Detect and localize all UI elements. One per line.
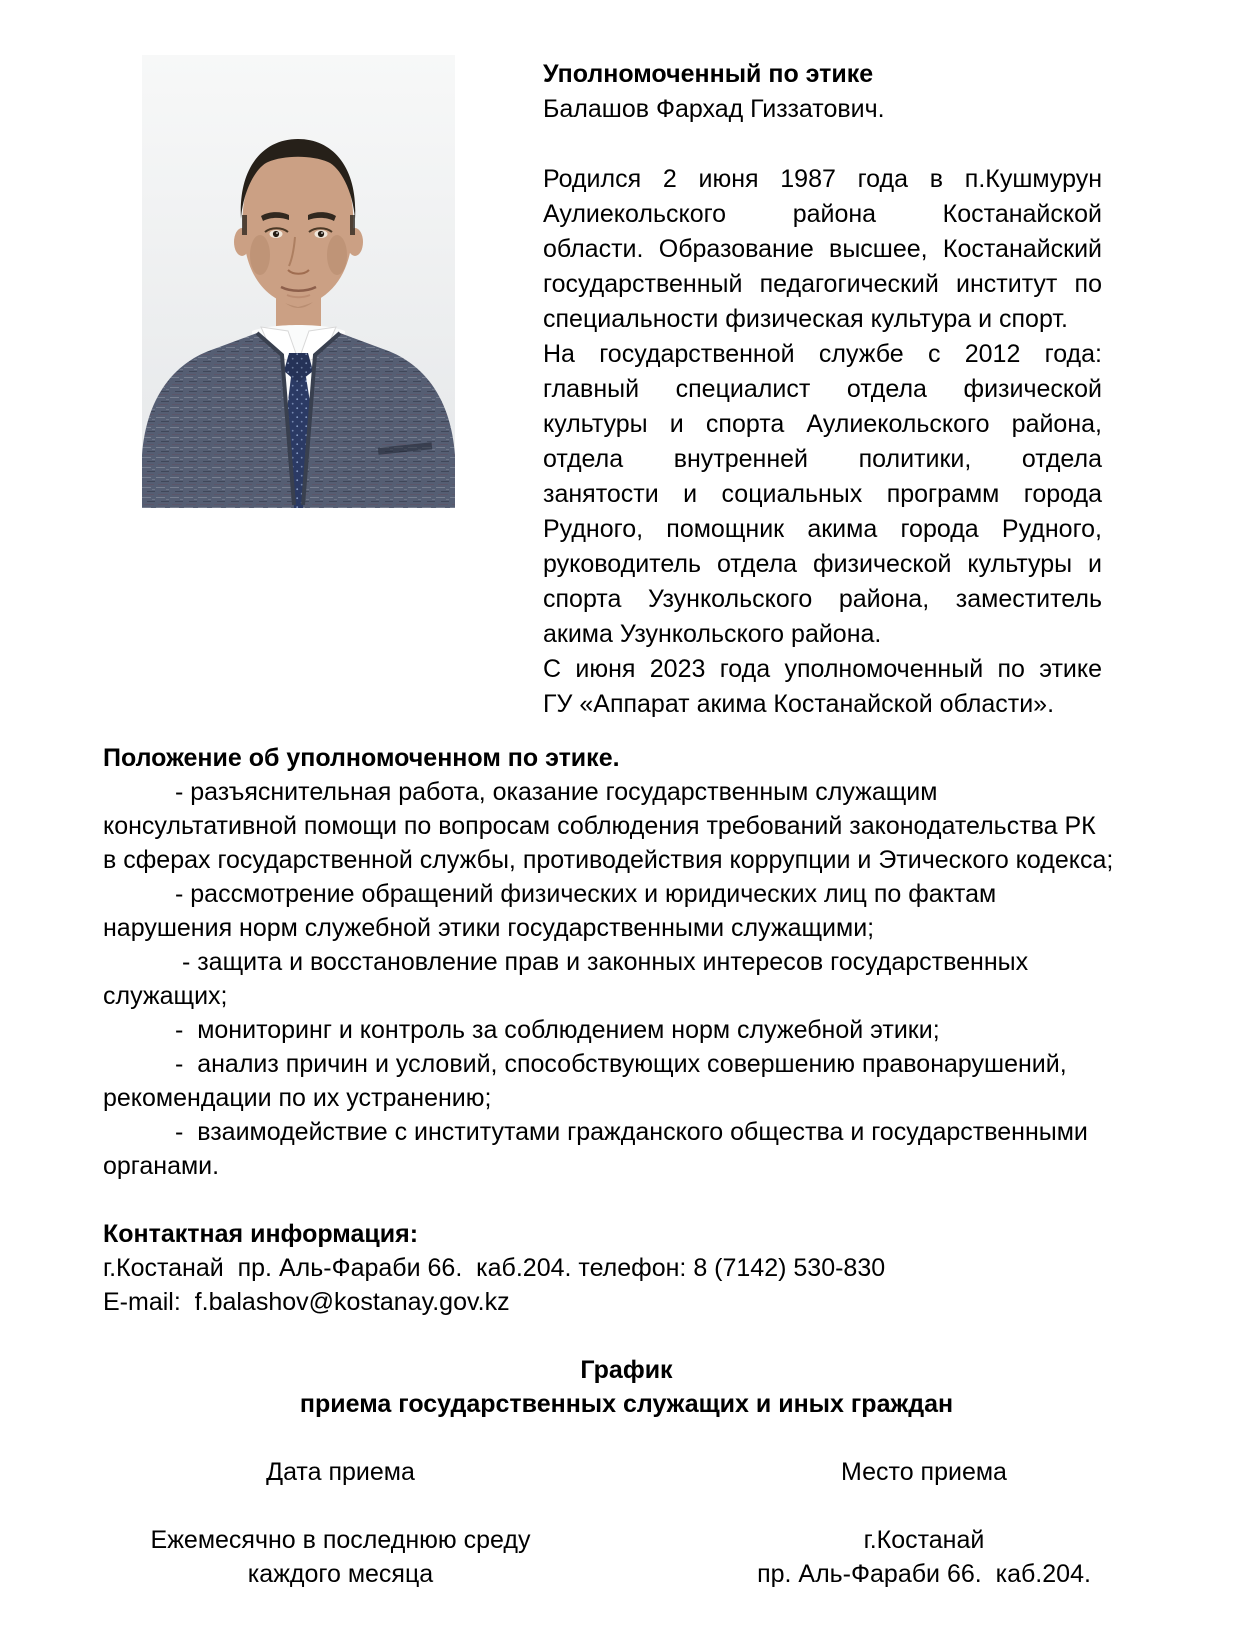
text-line: Аулиекольского района Костанайской	[543, 200, 1102, 228]
schedule-section	[103, 1353, 1150, 1591]
profile-title: Уполномоченный по этике	[543, 60, 874, 88]
profile-name: Балашов Фархад Гиззатович.	[543, 95, 885, 123]
contact-line: E-mail: f.balashov@kostanay.gov.kz	[103, 1288, 510, 1316]
portrait-photo	[142, 55, 455, 508]
schedule-subtitle: приема государственных служащих и иных граждан	[299, 1390, 954, 1418]
schedule-table	[103, 1455, 1150, 1591]
blank-line	[103, 1421, 1150, 1455]
text-line: - анализ причин и условий, способствующих совершению правонарушений,	[175, 1050, 1067, 1078]
text-line: - защита и восстановление прав и законных интересов государственных	[175, 948, 1029, 976]
text-line: акима Узункольского района.	[543, 620, 882, 648]
schedule-place-header: Место приема	[841, 1458, 1007, 1486]
schedule-place-values	[698, 1523, 1150, 1591]
blank-line	[698, 1489, 1150, 1523]
text-line: руководитель отдела физической культуры и	[543, 550, 1102, 578]
regulation-heading: Положение об уполномоченном по этике.	[103, 744, 620, 772]
contact-lines	[103, 1251, 1150, 1319]
text-line: занятости и социальных программ города	[543, 480, 1102, 508]
text-line: области. Образование высшее, Костанайский	[543, 235, 1102, 263]
text-line: органами.	[103, 1152, 220, 1180]
text-line: культуры и спорта Аулиекольского района,	[543, 410, 1102, 438]
text-line: ГУ «Аппарат акима Костанайской области».	[543, 690, 1055, 718]
schedule-column-place	[698, 1455, 1150, 1591]
contacts-section	[103, 1217, 1150, 1319]
text-line: На государственной службе с 2012 года:	[543, 340, 1102, 368]
text-line: - мониторинг и контроль за соблюдением норм служебной этики;	[175, 1016, 940, 1044]
text-line: - разъяснительная работа, оказание государственным служащим	[175, 778, 938, 806]
text-line: спорта Узункольского района, заместитель	[543, 585, 1102, 613]
schedule-title: График	[580, 1356, 673, 1384]
contacts-heading: Контактная информация:	[103, 1220, 419, 1248]
text-line: Родился 2 июня 1987 года в п.Кушмурун	[543, 165, 1102, 193]
portrait-photo-image	[142, 55, 455, 508]
text-line: - рассмотрение обращений физических и юридических лиц по фактам	[175, 880, 997, 908]
regulation-items	[103, 775, 1150, 1183]
text-line: отдела внутренней политики, отдела	[543, 445, 1102, 473]
text-line: консультативной помощи по вопросам соблюдения требований законодательства РК	[103, 812, 1096, 840]
schedule-date-values	[103, 1523, 578, 1591]
text-line: Рудного, помощник акима города Рудного,	[543, 515, 1102, 543]
schedule-place-line: г.Костанай	[863, 1526, 985, 1554]
schedule-date-header: Дата приема	[266, 1458, 415, 1486]
text-line: государственный педагогический институт по	[543, 270, 1102, 298]
schedule-date-line: Ежемесячно в последнюю среду	[150, 1526, 531, 1554]
blank-line	[103, 1183, 1150, 1217]
text-line: С июня 2023 года уполномоченный по этике	[543, 655, 1102, 683]
blank-line	[543, 127, 1102, 162]
bio-paragraphs	[543, 162, 1102, 722]
text-line: в сферах государственной службы, противодействия коррупции и Этического кодекса;	[103, 846, 1114, 874]
text-line: служащих;	[103, 982, 228, 1010]
schedule-date-line: каждого месяца	[247, 1560, 434, 1588]
schedule-place-line: пр. Аль-Фараби 66. каб.204.	[757, 1560, 1091, 1588]
blank-line	[103, 1319, 1150, 1353]
text-line: рекомендации по их устранению;	[103, 1084, 492, 1112]
contact-line: г.Костанай пр. Аль-Фараби 66. каб.204. телефон: 8 (7142) 530-830	[103, 1254, 886, 1282]
text-line: специальности физическая культура и спорт.	[543, 305, 1068, 333]
schedule-column-date	[103, 1455, 578, 1591]
bio-column	[543, 57, 1102, 722]
text-line: - взаимодействие с институтами гражданского общества и государственными	[175, 1118, 1088, 1146]
text-line: главный специалист отдела физической	[543, 375, 1102, 403]
blank-line	[103, 1489, 578, 1523]
text-line: нарушения норм служебной этики государственными служащими;	[103, 914, 875, 942]
profile-section	[103, 0, 1150, 741]
regulation-section	[103, 741, 1150, 1183]
